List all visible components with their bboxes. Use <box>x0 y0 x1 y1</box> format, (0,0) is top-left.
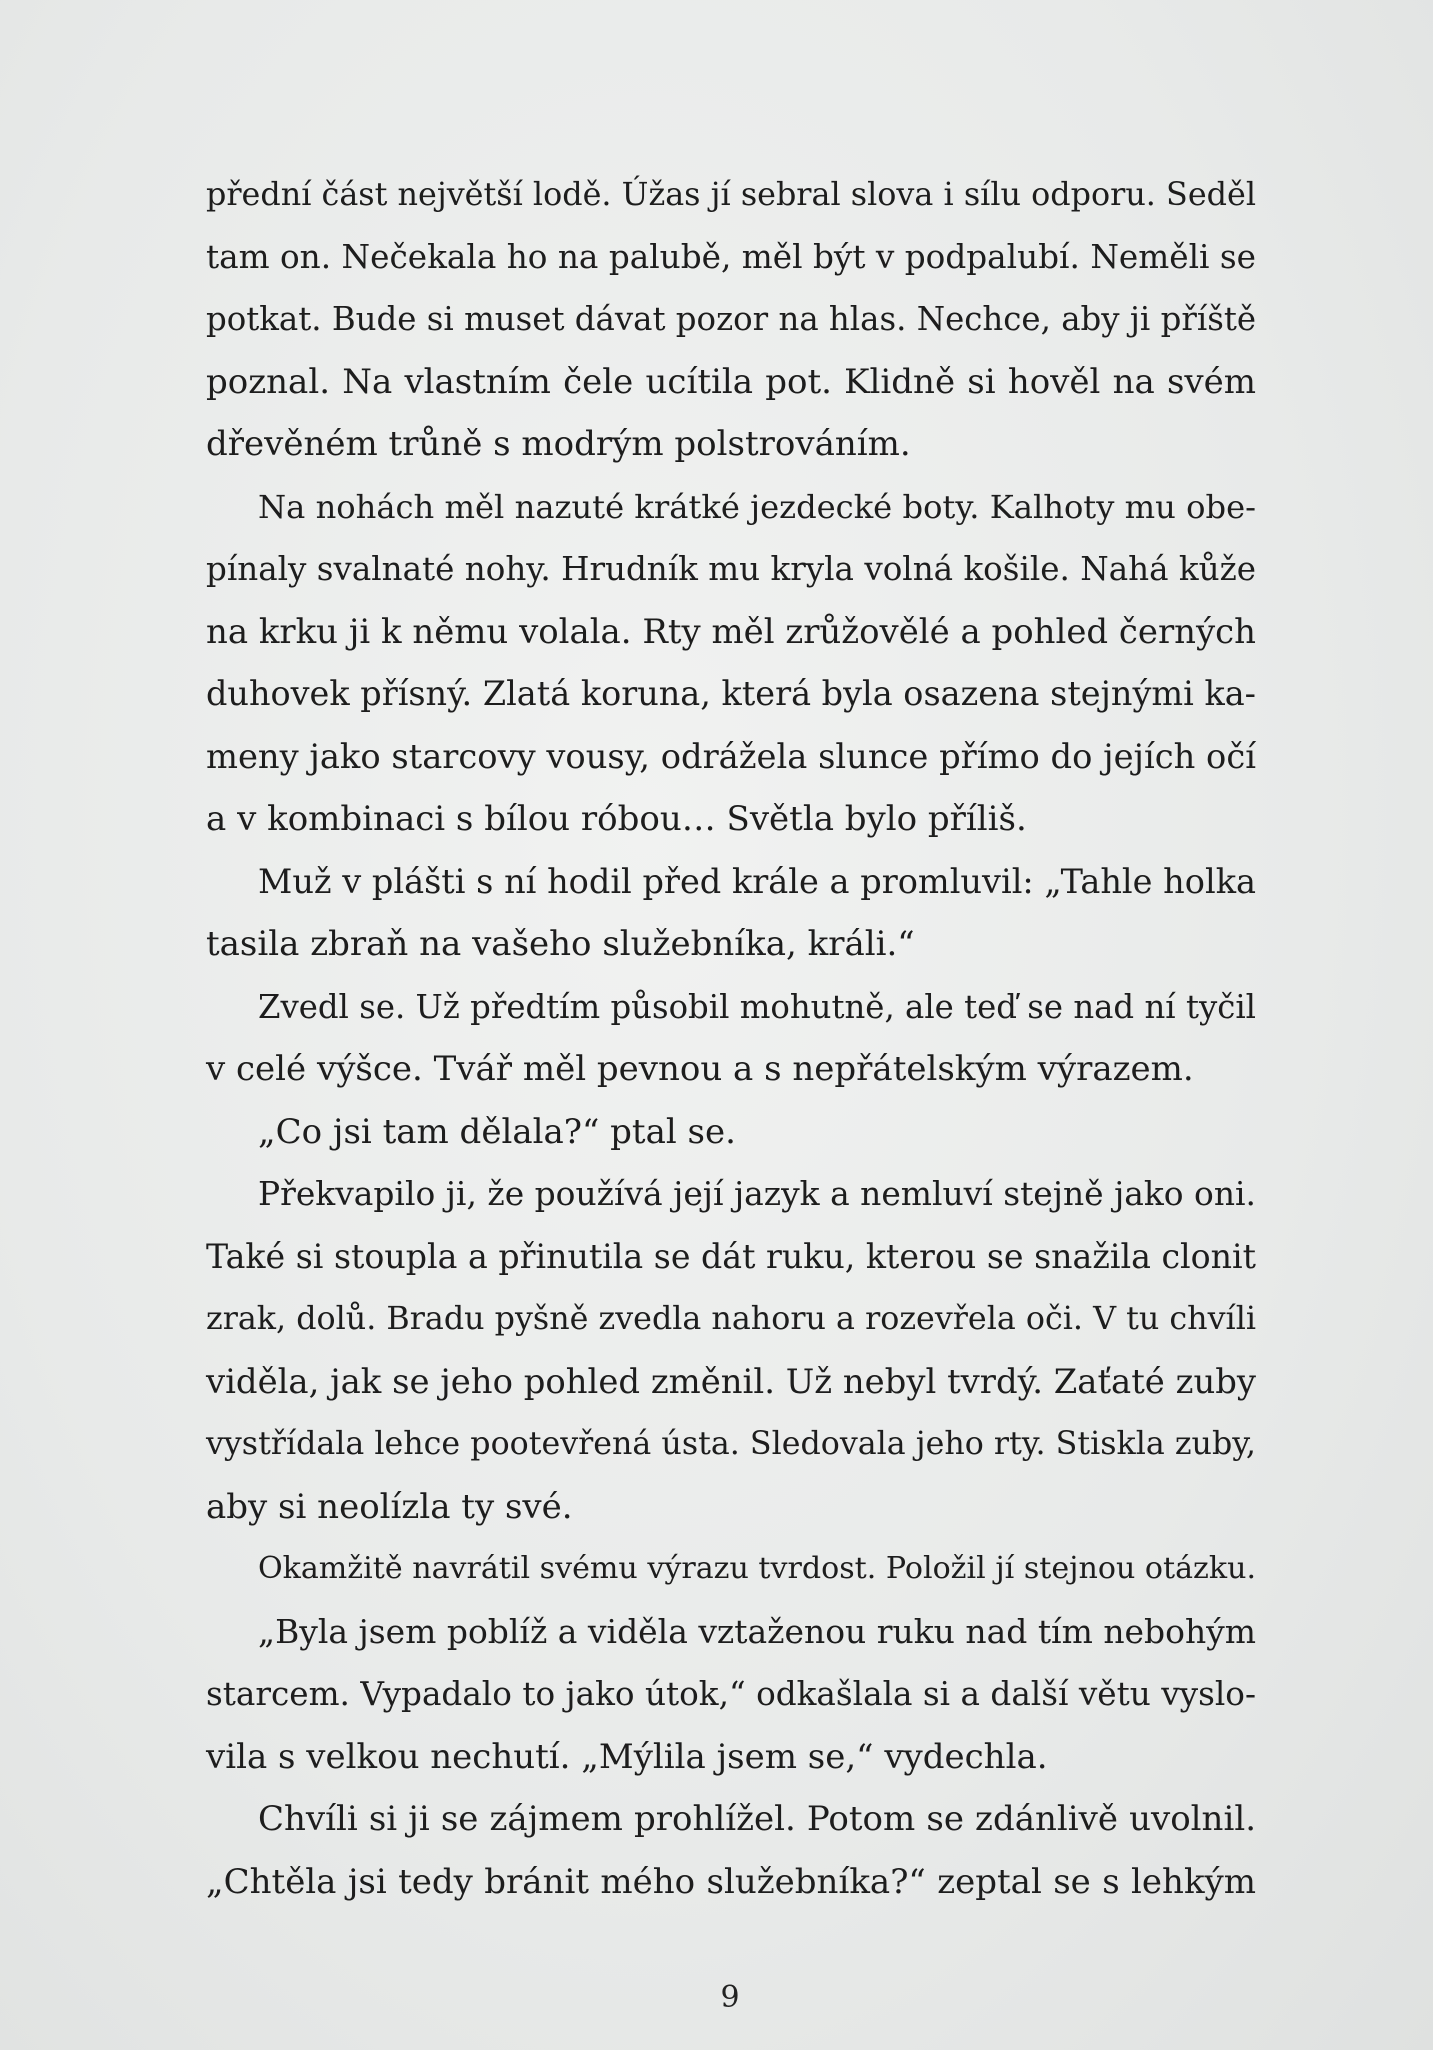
text-line: zrak, dolů. Bradu pyšně zvedla nahoru a rozevřela oči. V tu chvíli <box>206 1301 1256 1337</box>
text-line: přední část největší lodě. Úžas jí sebral slova i sílu odporu. Seděl <box>206 175 1256 213</box>
text-line: na krku ji k němu volala. Rty měl zrůžovělé a pohled černých <box>206 611 1256 651</box>
text-line: Chvíli si ji se zájmem prohlížel. Potom se zdánlivě uvolnil. <box>258 1799 1256 1839</box>
text-line: a v kombinaci s bílou róbou… Světla bylo příliš. <box>206 799 1027 839</box>
text-line: tasila zbraň na vašeho služebníka, králi.“ <box>206 924 915 964</box>
text-line: Zvedl se. Už předtím působil mohutně, ale teď se nad ní tyčil <box>258 987 1256 1026</box>
text-line: Také si stoupla a přinutila se dát ruku, kterou se snažila clonit <box>206 1236 1256 1276</box>
text-line: potkat. Bude si muset dávat pozor na hlas. Nechce, aby ji příště <box>206 300 1257 338</box>
body-text <box>206 163 1256 1913</box>
text-line: vystřídala lehce pootevřená ústa. Sledovala jeho rty. Stiskla zuby, <box>206 1426 1256 1462</box>
text-line: Překvapilo ji, že používá její jazyk a nemluví stejně jako oni. <box>258 1174 1256 1213</box>
text-line: Muž v plášti s ní hodil před krále a promluvil: „Tahle holka <box>258 861 1256 901</box>
text-line: dřevěném trůně s modrým polstrováním. <box>206 424 911 464</box>
text-line: viděla, jak se jeho pohled změnil. Už nebyl tvrdý. Zaťaté zuby <box>206 1361 1256 1401</box>
text-line: poznal. Na vlastním čele ucítila pot. Klidně si hověl na svém <box>206 361 1256 402</box>
text-line: duhovek přísný. Zlatá koruna, která byla osazena stejnými ka- <box>206 674 1256 713</box>
text-line: meny jako starcovy vousy, odrážela slunce přímo do jejích očí <box>206 736 1256 776</box>
text-line: starcem. Vypadalo to jako útok,“ odkašlala si a další větu vyslo- <box>206 1675 1256 1713</box>
text-line: v celé výšce. Tvář měl pevnou a s nepřátelským výrazem. <box>206 1049 1194 1089</box>
text-line: Na nohách měl nazuté krátké jezdecké boty. Kalhoty mu obe- <box>258 487 1256 526</box>
text-line: „Co jsi tam dělala?“ ptal se. <box>258 1111 736 1152</box>
text-line: Okamžitě navrátil svému výrazu tvrdost. Položil jí stejnou otázku. <box>258 1551 1256 1586</box>
text-line: pínaly svalnaté nohy. Hrudník mu kryla volná košile. Nahá kůže <box>206 550 1256 588</box>
text-line: „Byla jsem poblíž a viděla vztaženou ruku nad tím nebohým <box>258 1611 1256 1651</box>
text-line: tam on. Nečekala ho na palubě, měl být v podpalubí. Neměli se <box>206 237 1256 276</box>
text-line: aby si neolízla ty své. <box>206 1486 573 1527</box>
text-line: vila s velkou nechutí. „Mýlila jsem se,“ vydechla. <box>206 1736 1048 1777</box>
page-number: 9 <box>720 1980 740 2015</box>
text-line: „Chtěla jsi tedy bránit mého služebníka?“ zeptal se s lehkým <box>206 1861 1256 1902</box>
